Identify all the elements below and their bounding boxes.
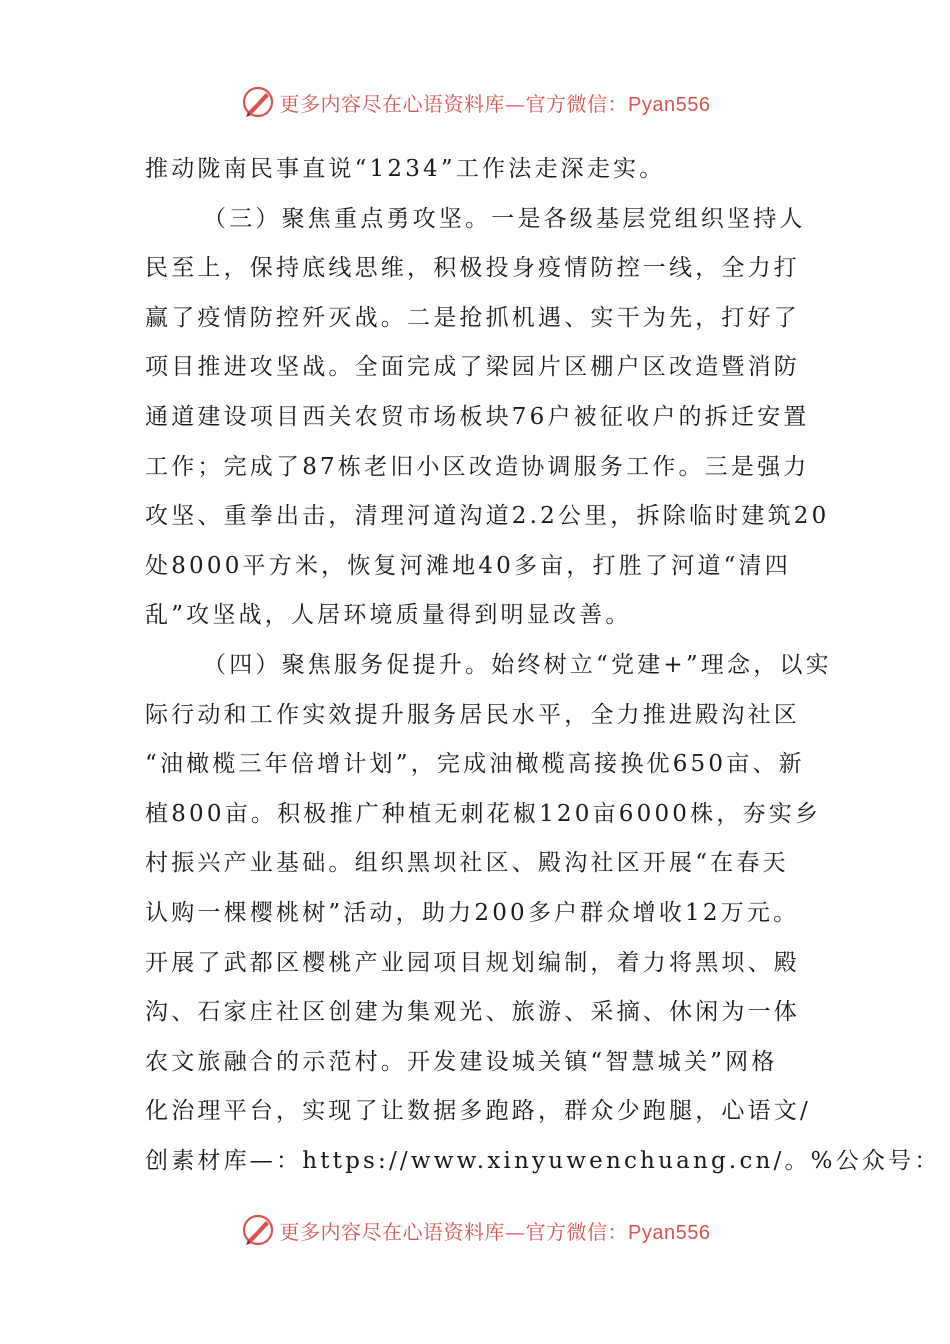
body-line: 认购一棵樱桃树”活动，助力200多户群众增收12万元。 xyxy=(145,899,800,926)
body-line: 通道建设项目西关农贸市场板块76户被征收户的拆迁安置 xyxy=(145,403,810,430)
pen-logo-icon xyxy=(240,84,276,120)
body-line: （四）聚焦服务促提升。始终树立“党建+”理念，以实 xyxy=(203,651,832,678)
body-line: 项目推进攻坚战。全面完成了梁园片区棚户区改造暨消防 xyxy=(145,354,800,381)
header-banner-wechat: Pyan556 xyxy=(628,93,711,116)
footer-banner-label: 更多内容尽在心语资料库—官方微信： xyxy=(279,1219,629,1244)
body-line: “油橄榄三年倍增计划”，完成油橄榄高接换优650亩、新 xyxy=(145,751,805,778)
header-banner-text xyxy=(280,88,711,117)
body-line: （三）聚焦重点勇攻坚。一是各级基层党组织坚持人 xyxy=(203,205,806,232)
body-line: 开展了武都区樱桃产业园项目规划编制，着力将黑坝、殿 xyxy=(145,949,800,976)
body-line: 攻坚、重拳出击，清理河道沟道2.2公里，拆除临时建筑20 xyxy=(145,503,830,530)
body-line: 沟、石家庄社区创建为集观光、旅游、采摘、休闲为一体 xyxy=(145,999,800,1026)
document-body xyxy=(145,145,941,1186)
body-line: 推动陇南民事直说“1234”工作法走深走实。 xyxy=(145,156,666,182)
body-line: 创素材库—：https://www.xinyuwenchuang.cn/。%公众号： xyxy=(145,1147,941,1174)
pen-logo-icon xyxy=(240,1212,276,1248)
header-banner xyxy=(0,82,950,122)
body-line: 民至上，保持底线思维，积极投身疫情防控一线，全力打 xyxy=(145,255,800,282)
body-line: 乱”攻坚战，人居环境质量得到明显改善。 xyxy=(145,602,632,629)
footer-banner-wechat: Pyan556 xyxy=(628,1221,711,1244)
header-banner-label: 更多内容尽在心语资料库—官方微信： xyxy=(279,91,629,116)
body-line: 植800亩。积极推广种植无刺花椒120亩6000株，夯实乡 xyxy=(145,800,822,827)
body-line: 村振兴产业基础。组织黑坝社区、殿沟社区开展“在春天 xyxy=(145,850,789,877)
body-line: 农文旅融合的示范村。开发建设城关镇“智慧城关”网格 xyxy=(145,1048,778,1075)
body-line: 际行动和工作实效提升服务居民水平，全力推进殿沟社区 xyxy=(145,701,800,728)
body-line: 处8000平方米，恢复河滩地40多亩，打胜了河道“清四 xyxy=(145,552,791,579)
body-line: 工作；完成了87栋老旧小区改造协调服务工作。三是强力 xyxy=(145,453,810,480)
footer-banner xyxy=(0,1210,950,1250)
body-line: 赢了疫情防控歼灭战。二是抢抓机遇、实干为先，打好了 xyxy=(145,304,800,331)
footer-banner-text xyxy=(280,1216,711,1245)
body-line: 化治理平台，实现了让数据多跑路，群众少跑腿，心语文/ xyxy=(145,1098,811,1125)
